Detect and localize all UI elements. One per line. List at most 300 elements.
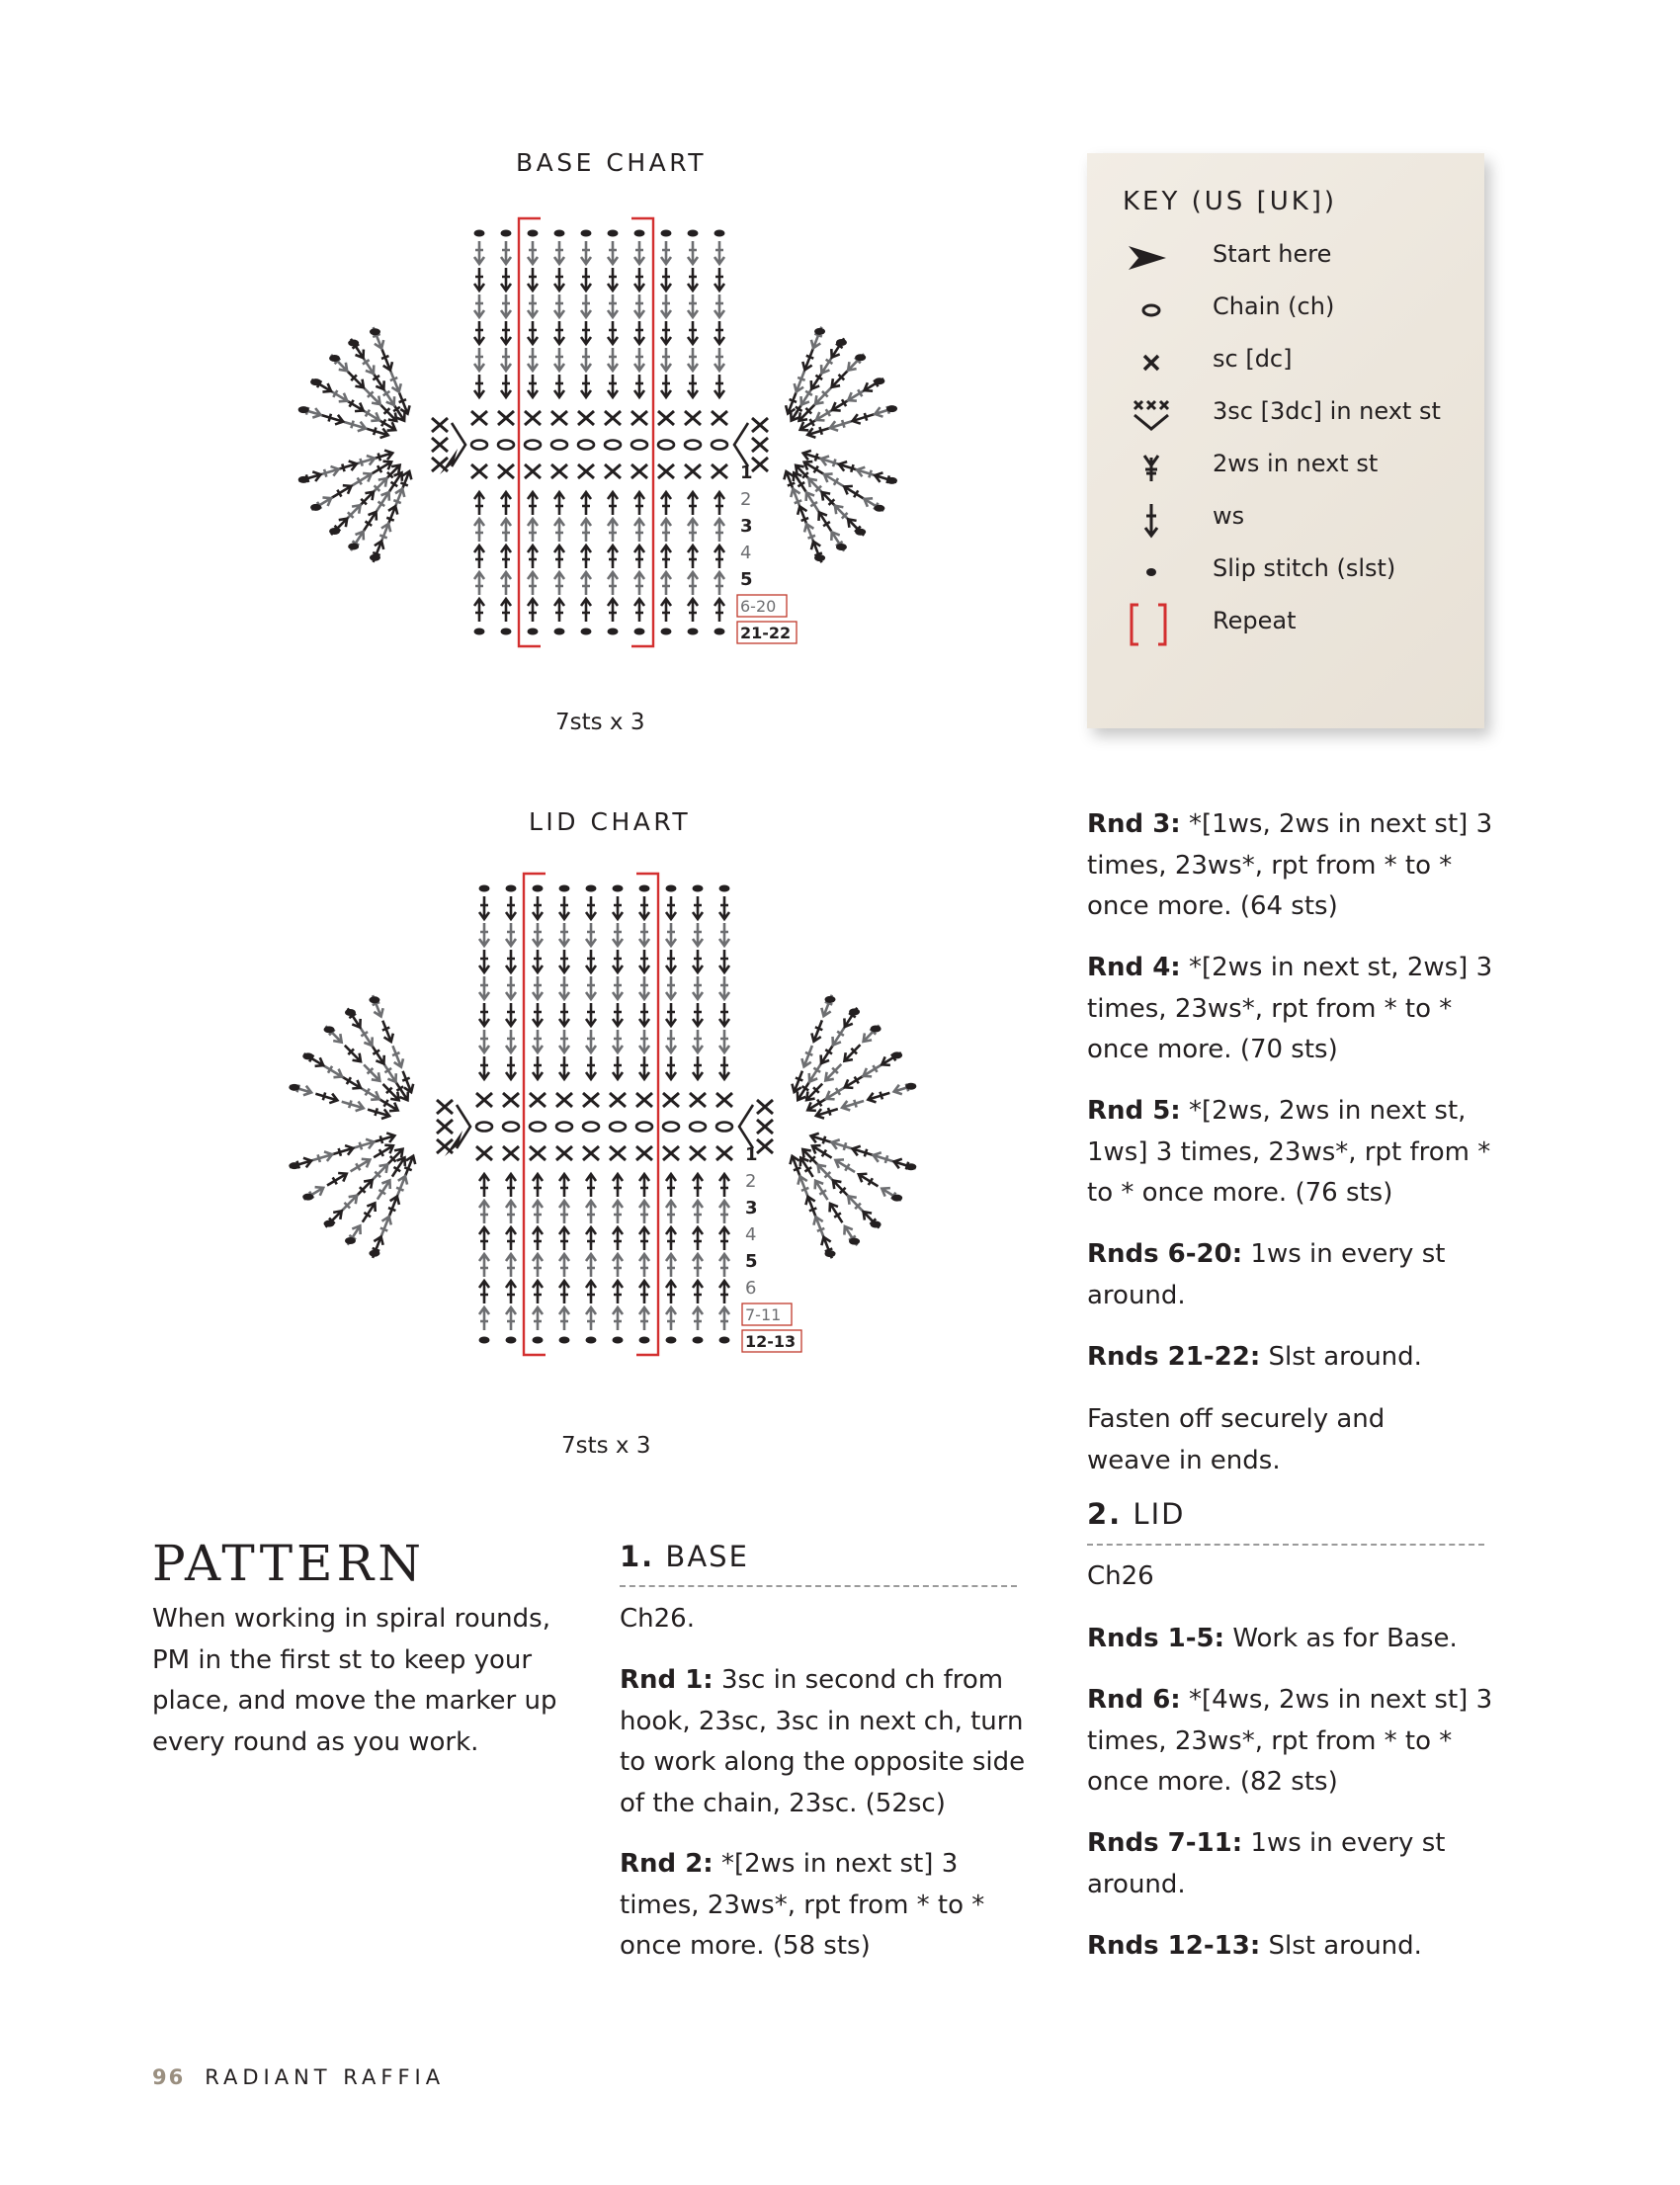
ws-stitch-mark: [826, 1201, 847, 1225]
ws-stitch-mark: [719, 1281, 729, 1303]
ws-stitch-mark: [506, 1056, 516, 1079]
sc-mark: [757, 1100, 773, 1114]
sc-mark: [631, 411, 647, 425]
sc-mark: [631, 464, 647, 478]
ws-stitch-mark: [719, 923, 729, 946]
sc-mark: [716, 1093, 732, 1107]
ws-stitch-mark: [693, 1003, 703, 1026]
slst-mark: [501, 629, 512, 635]
sc-mark: [757, 1139, 773, 1153]
ws-stitch-mark: [867, 1088, 891, 1104]
ws-stitch-mark: [559, 923, 569, 946]
sc-mark: [583, 1146, 599, 1160]
ws-stitch-mark: [666, 1174, 676, 1197]
ws-stitch-mark: [528, 241, 538, 264]
ws-stitch-mark: [342, 417, 367, 433]
ws-stitch-mark: [634, 599, 644, 622]
ws-stitch-mark: [347, 529, 368, 553]
ws-stitch-mark: [474, 241, 484, 264]
ws-stitch-mark: [501, 599, 511, 622]
base-rnd6-20: Rnds 6-20: 1ws in every st around.: [1087, 1239, 1446, 1310]
ws-stitch-mark: [714, 294, 724, 317]
chain-mark: [605, 441, 621, 450]
sc-mark: [636, 1093, 652, 1107]
ws-stitch-mark: [586, 1201, 596, 1223]
ws-stitch-mark: [559, 1030, 569, 1052]
sc-mark: [752, 438, 768, 452]
base-chart-caption: 7sts x 3: [555, 710, 645, 735]
ws-stitch-mark: [666, 1254, 676, 1277]
2ws-increase-icon: [1117, 446, 1176, 489]
ws-stitch-mark: [479, 1030, 489, 1052]
sc-mark: [432, 458, 448, 471]
slst-mark: [345, 1009, 356, 1016]
sc-mark: [605, 464, 621, 478]
slst-mark: [825, 1250, 836, 1257]
ws-stitch-mark: [348, 1155, 373, 1175]
ws-stitch-mark: [613, 1254, 623, 1277]
slst-mark: [874, 378, 884, 384]
ws-stitch-mark: [554, 599, 564, 622]
ws-stitch-mark: [554, 294, 564, 317]
ws-stitch-mark: [474, 348, 484, 371]
ws-stitch-mark: [688, 599, 698, 622]
ws-stitch-mark: [613, 1003, 623, 1026]
slst-mark: [688, 629, 699, 635]
key-item-repeat: [1087, 599, 1482, 650]
chain-mark: [525, 441, 541, 450]
sc-mark: [605, 411, 621, 425]
ws-stitch-mark: [613, 1201, 623, 1223]
key-item-2ws: [1087, 442, 1482, 493]
key-label: ws: [1213, 502, 1245, 530]
ws-stitch-mark: [309, 1149, 334, 1165]
ws-stitch-mark: [613, 1227, 623, 1250]
ws-stitch-mark: [693, 1281, 703, 1303]
ws-stitch-mark: [586, 1056, 596, 1079]
ws-stitch-mark: [329, 482, 354, 502]
sc-mark: [712, 411, 727, 425]
slst-mark: [348, 543, 359, 549]
lid-rnd12-13: Rnds 12-13: Slst around.: [1087, 1931, 1422, 1961]
slst-mark: [581, 629, 592, 635]
ws-stitch-mark: [828, 416, 853, 432]
ws-stitch-mark: [634, 241, 644, 264]
slst-mark: [666, 885, 677, 892]
ws-stitch-mark: [714, 321, 724, 344]
ws-stitch-mark: [639, 976, 649, 999]
ws-stitch-mark: [719, 1227, 729, 1250]
ws-stitch-mark: [693, 1174, 703, 1197]
ws-stitch-mark: [479, 1201, 489, 1223]
slst-mark: [688, 230, 699, 237]
slst-mark: [886, 477, 897, 484]
slst-mark: [559, 885, 570, 892]
ws-stitch-mark: [693, 1307, 703, 1330]
ws-stitch-mark: [613, 896, 623, 919]
ws-stitch-mark: [666, 1201, 676, 1223]
sc-mark: [556, 1093, 572, 1107]
slst-mark: [849, 1238, 860, 1245]
ws-stitch-mark: [581, 294, 591, 317]
slst-mark: [474, 230, 485, 237]
ws-stitch-mark: [581, 268, 591, 291]
ws-stitch-mark: [688, 268, 698, 291]
ws-stitch-mark: [828, 530, 849, 554]
ws-stitch-mark: [693, 1030, 703, 1052]
chain-mark: [631, 441, 647, 450]
ws-stitch-mark: [811, 1216, 829, 1240]
ws-stitch-mark: [639, 950, 649, 972]
ws-stitch-mark: [714, 572, 724, 595]
ws-stitch-mark: [528, 321, 538, 344]
ws-stitch-mark: [474, 519, 484, 542]
ws-stitch-mark: [639, 1201, 649, 1223]
ws-stitch-mark: [809, 1019, 827, 1044]
ws-stitch-mark: [349, 469, 374, 489]
round-range-label: 21-22: [740, 624, 792, 642]
round-range-label: 12-13: [745, 1332, 797, 1351]
base-finish: Fasten off securely and weave in ends.: [1087, 1404, 1386, 1475]
key-label: sc [dc]: [1213, 345, 1293, 373]
lid-heading: 2. LID: [1087, 1497, 1186, 1531]
ws-stitch-mark: [719, 950, 729, 972]
ws-stitch-icon: [1117, 498, 1176, 542]
slst-mark: [586, 885, 597, 892]
ws-stitch-mark: [559, 896, 569, 919]
ws-stitch-mark: [386, 369, 404, 393]
slst-mark: [528, 629, 539, 635]
sc-mark: [752, 418, 768, 432]
ws-stitch-mark: [693, 896, 703, 919]
chain-mark: [636, 1123, 652, 1132]
ws-stitch-mark: [661, 492, 671, 515]
sc-mark: [610, 1093, 626, 1107]
base-rnd2: Rnd 2: *[2ws in next st] 3 times, 23ws*, rpt from * to * once more. (58 sts): [620, 1849, 985, 1961]
ws-stitch-mark: [719, 1254, 729, 1277]
ws-stitch-mark: [806, 423, 831, 439]
ws-stitch-mark: [533, 976, 543, 999]
ws-stitch-mark: [714, 268, 724, 291]
ws-stitch-mark: [841, 1096, 866, 1112]
ws-stitch-mark: [799, 1044, 817, 1068]
increase-chevron: [739, 1105, 753, 1148]
sc-mark: [551, 464, 567, 478]
ws-stitch-mark: [719, 1030, 729, 1052]
ws-stitch-mark: [693, 950, 703, 972]
ws-stitch-mark: [479, 1003, 489, 1026]
ws-stitch-mark: [388, 1044, 406, 1068]
ws-stitch-mark: [714, 599, 724, 622]
ws-stitch-mark: [581, 519, 591, 542]
sc-mark: [498, 464, 514, 478]
sc-mark: [551, 411, 567, 425]
ws-stitch-mark: [634, 375, 644, 397]
ws-stitch-mark: [880, 1184, 904, 1205]
slst-mark: [370, 328, 380, 335]
ws-stitch-mark: [559, 1201, 569, 1223]
ws-stitch-mark: [384, 1195, 402, 1219]
ws-stitch-mark: [359, 1201, 379, 1225]
base-rnd21-22: Rnds 21-22: Slst around.: [1087, 1342, 1422, 1372]
ws-stitch-mark: [324, 1169, 349, 1189]
ws-stitch-mark: [634, 321, 644, 344]
ws-stitch-mark: [474, 375, 484, 397]
ws-stitch-mark: [367, 1105, 391, 1121]
ws-stitch-mark: [554, 348, 564, 371]
ws-stitch-mark: [608, 519, 618, 542]
ws-stitch-mark: [586, 1174, 596, 1197]
ws-stitch-mark: [634, 348, 644, 371]
repeat-bracket-icon: [1117, 603, 1176, 646]
ws-stitch-mark: [811, 1178, 832, 1203]
ws-stitch-mark: [501, 321, 511, 344]
round-label: 3: [740, 516, 753, 537]
ws-stitch-mark: [688, 546, 698, 568]
slst-mark: [369, 1250, 379, 1257]
round-label: 6: [745, 1278, 757, 1299]
slst-mark: [905, 1163, 916, 1170]
ws-stitch-mark: [661, 375, 671, 397]
chain-mark: [583, 1123, 599, 1132]
ws-stitch-mark: [506, 1307, 516, 1330]
chain-mark: [716, 1123, 732, 1132]
ws-stitch-mark: [322, 1208, 345, 1230]
book-title: RADIANT RAFFIA: [205, 2065, 446, 2089]
slip-stitch-dot-icon: [1117, 550, 1176, 594]
ws-stitch-mark: [314, 1089, 339, 1105]
ws-stitch-mark: [559, 1281, 569, 1303]
ws-stitch-mark: [862, 495, 886, 516]
ws-stitch-mark: [719, 1174, 729, 1197]
slst-mark: [836, 339, 847, 346]
key-item-ws: [1087, 494, 1482, 546]
lid-divider: [1087, 1544, 1484, 1546]
base-chart-title: BASE CHART: [516, 148, 708, 177]
ws-stitch-mark: [803, 1195, 821, 1219]
ws-stitch-mark: [661, 321, 671, 344]
ws-stitch-mark: [528, 572, 538, 595]
slst-mark: [891, 1195, 902, 1202]
slst-mark: [661, 629, 672, 635]
ws-stitch-mark: [554, 519, 564, 542]
ws-stitch-mark: [688, 348, 698, 371]
sc-mark: [471, 411, 487, 425]
start-arrow-icon: [1117, 236, 1176, 280]
slst-mark: [634, 230, 645, 237]
round-range-label: 7-11: [745, 1305, 782, 1324]
round-label: 3: [745, 1198, 758, 1219]
base-divider: [620, 1585, 1017, 1587]
ws-stitch-mark: [586, 896, 596, 919]
ws-stitch-mark: [344, 1223, 365, 1248]
sc-mark: [578, 464, 594, 478]
ws-stitch-mark: [327, 351, 350, 374]
slst-mark: [666, 1337, 677, 1344]
round-label: 4: [740, 543, 752, 563]
ws-stitch-mark: [661, 241, 671, 264]
ws-stitch-mark: [666, 896, 676, 919]
chain-mark: [658, 441, 674, 450]
ws-stitch-mark: [581, 321, 591, 344]
ws-stitch-mark: [666, 923, 676, 946]
ws-stitch-mark: [714, 519, 724, 542]
ws-stitch-mark: [719, 1056, 729, 1079]
ws-stitch-mark: [533, 1030, 543, 1052]
ws-stitch-mark: [330, 1143, 355, 1159]
sc-mark: [752, 458, 768, 471]
ws-stitch-mark: [822, 1060, 845, 1083]
sc-mark: [712, 464, 727, 478]
ws-stitch-mark: [821, 470, 846, 491]
ws-stitch-mark: [474, 492, 484, 515]
lid-rnd7-11: Rnds 7-11: 1ws in every st around.: [1087, 1828, 1446, 1899]
ws-stitch-mark: [528, 599, 538, 622]
sc-mark: [437, 1120, 453, 1134]
ws-stitch-mark: [506, 1030, 516, 1052]
ws-stitch-mark: [841, 1223, 862, 1248]
ws-stitch-mark: [474, 599, 484, 622]
increase-chevron: [734, 423, 748, 466]
slst-mark: [693, 885, 704, 892]
sc-mark: [503, 1146, 519, 1160]
slst-mark: [559, 1337, 570, 1344]
slst-mark: [554, 629, 565, 635]
ws-stitch-mark: [506, 1254, 516, 1277]
ws-stitch-mark: [581, 375, 591, 397]
ws-stitch-mark: [693, 1056, 703, 1079]
ws-stitch-mark: [666, 1003, 676, 1026]
slst-mark: [905, 1083, 916, 1090]
ws-stitch-mark: [320, 410, 345, 426]
slst-mark: [528, 230, 539, 237]
ws-stitch-mark: [634, 294, 644, 317]
sc-mark: [476, 1093, 492, 1107]
round-range-label: 6-20: [740, 597, 777, 616]
ws-stitch-mark: [533, 923, 543, 946]
lid-rnd1-5: Rnds 1-5: Work as for Base.: [1087, 1624, 1458, 1653]
ws-stitch-mark: [501, 546, 511, 568]
sc-mark: [530, 1146, 546, 1160]
ws-stitch-mark: [479, 1254, 489, 1277]
ws-stitch-mark: [528, 546, 538, 568]
key-label: Repeat: [1213, 607, 1297, 634]
page-number: 96: [152, 2065, 186, 2089]
ws-stitch-mark: [608, 348, 618, 371]
slst-mark: [506, 885, 517, 892]
round-label: 2: [740, 489, 752, 510]
ws-stitch-mark: [661, 519, 671, 542]
key-item-slst: [1087, 546, 1482, 598]
ws-stitch-mark: [309, 494, 334, 514]
ws-stitch-mark: [554, 241, 564, 264]
ws-stitch-mark: [714, 241, 724, 264]
ws-stitch-mark: [792, 369, 809, 393]
ws-stitch-mark: [474, 546, 484, 568]
ws-stitch-mark: [845, 516, 868, 539]
sc-mark: [530, 1093, 546, 1107]
ws-stitch-mark: [559, 1003, 569, 1026]
slst-mark: [586, 1337, 597, 1344]
ws-stitch-mark: [340, 1097, 365, 1113]
ws-stitch-mark: [506, 950, 516, 972]
base-rnd3: Rnd 3: *[1ws, 2ws in next st] 3 times, 23ws*, rpt from * to * once more. (64 sts): [1087, 809, 1493, 921]
sc-mark: [757, 1120, 773, 1134]
ws-stitch-mark: [796, 1175, 813, 1200]
ws-stitch-mark: [830, 1137, 855, 1153]
round-label: 5: [745, 1251, 758, 1272]
ws-stitch-mark: [506, 1227, 516, 1250]
slst-mark: [849, 1008, 860, 1015]
ws-stitch-mark: [666, 976, 676, 999]
chain-mark: [471, 441, 487, 450]
ws-stitch-mark: [833, 1156, 858, 1177]
ws-stitch-mark: [661, 348, 671, 371]
ws-stitch-mark: [828, 336, 849, 361]
ws-stitch-mark: [666, 1030, 676, 1052]
ws-stitch-mark: [661, 599, 671, 622]
ws-stitch-mark: [719, 976, 729, 999]
ws-stitch-mark: [533, 1056, 543, 1079]
ws-stitch-mark: [608, 268, 618, 291]
slst-mark: [370, 554, 380, 561]
ws-stitch-mark: [661, 546, 671, 568]
ws-stitch-mark: [501, 375, 511, 397]
ws-stitch-mark: [528, 375, 538, 397]
sc-mark: [658, 411, 674, 425]
key-item-sc: [1087, 337, 1482, 388]
ws-stitch-mark: [506, 1003, 516, 1026]
ws-stitch-mark: [554, 572, 564, 595]
ws-stitch-mark: [851, 409, 876, 425]
ws-stitch-mark: [533, 1174, 543, 1197]
ws-stitch-mark: [666, 1227, 676, 1250]
ws-stitch-mark: [719, 1307, 729, 1330]
ws-stitch-mark: [479, 976, 489, 999]
ws-stitch-mark: [528, 294, 538, 317]
slst-mark: [855, 529, 866, 536]
base-rnd5: Rnd 5: *[2ws, 2ws in next st, 1ws] 3 times, 23ws*, rpt from * to * once more. (76 sts): [1087, 1096, 1491, 1208]
ws-stitch-mark: [688, 572, 698, 595]
sc-mark: [471, 464, 487, 478]
slst-mark: [608, 230, 619, 237]
ws-stitch-mark: [528, 348, 538, 371]
ws-stitch-mark: [688, 375, 698, 397]
ws-stitch-mark: [608, 599, 618, 622]
slst-mark: [714, 629, 725, 635]
ws-stitch-mark: [301, 1050, 326, 1069]
ws-stitch-mark: [661, 572, 671, 595]
ws-stitch-mark: [639, 1174, 649, 1197]
ws-stitch-mark: [327, 515, 350, 538]
base-rnd4: Rnd 4: *[2ws in next st, 2ws] 3 times, 23ws*, rpt from * to * once more. (70 sts): [1087, 953, 1493, 1064]
slst-mark: [886, 405, 897, 412]
slst-mark: [329, 355, 340, 362]
ws-stitch-mark: [501, 348, 511, 371]
chain-mark: [610, 1123, 626, 1132]
ws-stitch-mark: [661, 268, 671, 291]
ws-stitch-mark: [533, 1254, 543, 1277]
key-item-start: [1087, 232, 1482, 284]
slst-mark: [348, 340, 359, 347]
slst-mark: [369, 996, 379, 1003]
sc-mark: [663, 1093, 679, 1107]
ws-stitch-mark: [506, 1201, 516, 1223]
ws-stitch-mark: [392, 1174, 410, 1199]
page-footer: [152, 2065, 445, 2089]
chain-mark: [578, 441, 594, 450]
ws-stitch-mark: [634, 546, 644, 568]
